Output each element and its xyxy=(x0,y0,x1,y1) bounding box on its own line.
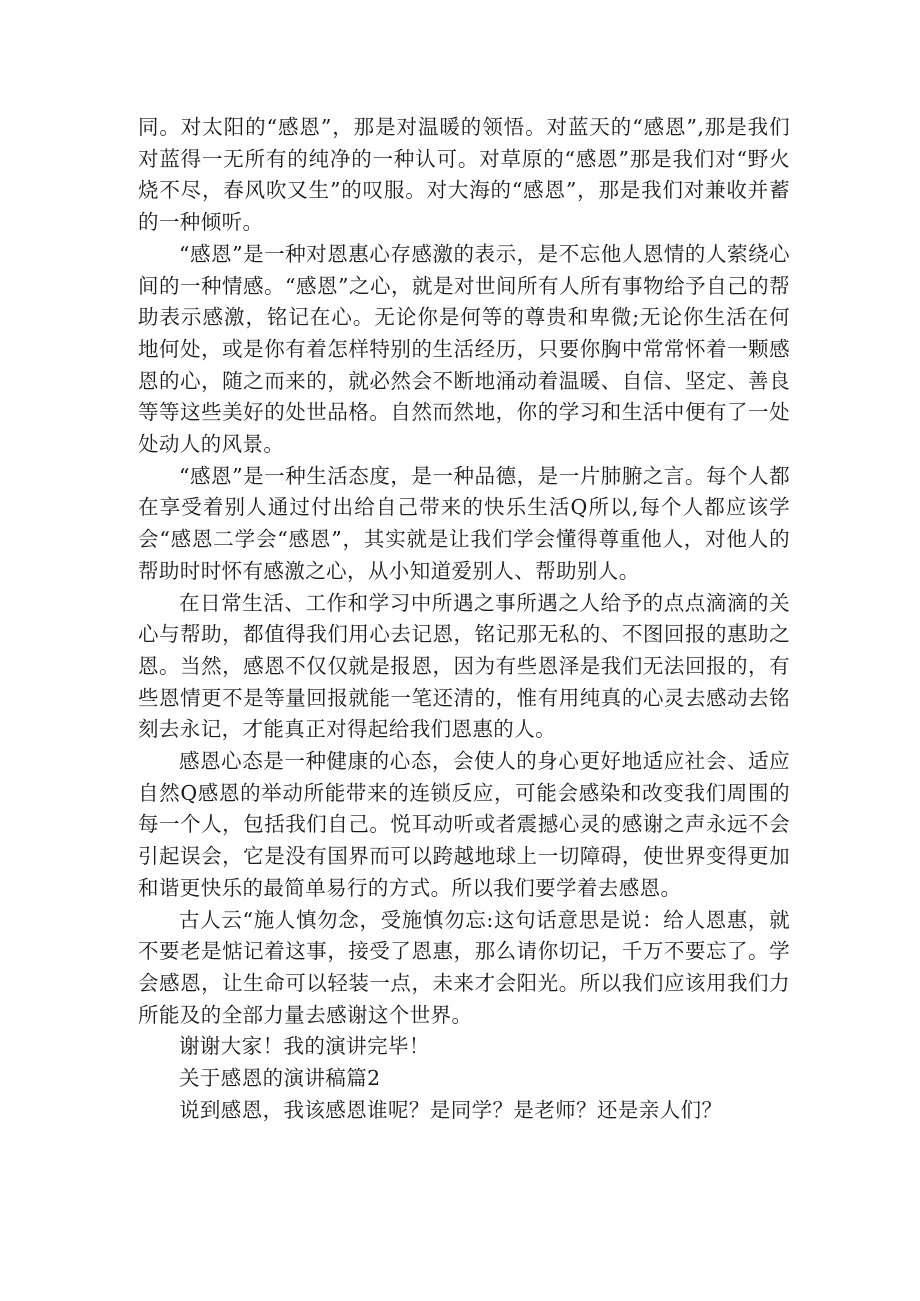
document-body xyxy=(138,112,790,1127)
paragraph-continued: 同。对太阳的“感恩”，那是对温暖的领悟。对蓝天的“感恩”,那是我们对蓝得一无所有的纯净的一种认可。对草原的“感恩”那是我们对“野火烧不尽，春风吹又生”的叹服。对大海的“感恩”，那是我们对兼收并蓄的一种倾听。 xyxy=(138,115,790,235)
paragraph-healthy-mindset: 感恩心态是一种健康的心态，会使人的身心更好地适应社会、适应自然Q感恩的举动所能带来的连锁反应，可能会感染和改变我们周围的每一个人，包括我们自己。悦耳动听或者震撼心灵的感谢之声永远不会引起误会，它是没有国界而可以跨越地球上一切障碍，使世界变得更加和谐更快乐的最简单易行的方式。所以我们要学着去感恩。 xyxy=(138,749,790,900)
paragraph-life-attitude: “感恩”是一种生活态度，是一种品德，是一片肺腑之言。每个人都在享受着别人通过付出给自己带来的快乐生活Q所以,每个人都应该学会“感恩二学会“感恩”，其实就是让我们学会懂得尊重他人，对他人的帮助时时怀有感激之心，从小知道爱别人、帮助别人。 xyxy=(138,463,790,583)
closing-line: 谢谢大家！我的演讲完毕！ xyxy=(179,1034,430,1059)
section-opening: 说到感恩，我该感恩谁呢？是同学？是老师？还是亲人们？ xyxy=(179,1097,723,1122)
paragraph-daily-life: 在日常生活、工作和学习中所遇之事所遇之人给予的点点滴滴的关心与帮助，都值得我们用心去记恩，铭记那无私的、不图回报的惠助之恩。当然，感恩不仅仅就是报恩，因为有些恩泽是我们无法回报的，有些恩情更不是等量回报就能一笔还清的，惟有用纯真的心灵去感动去铭刻去永记，才能真正对得起给我们恩惠的人。 xyxy=(138,590,790,742)
paragraph-gratitude-definition: “感恩”是一种对恩惠心存感激的表示，是不忘他人恩情的人萦绕心间的一种情感。“感恩”之心，就是对世间所有人所有事物给予自己的帮助表示感激，铭记在心。无论你是何等的尊贵和卑微;无论你生活在何地何处，或是你有着怎样特别的生活经历，只要你胸中常常怀着一颗感恩的心，随之而来的，就必然会不断地涌动着温暖、自信、坚定、善良等等这些美好的处世品格。自然而然地，你的学习和生活中便有了一处处动人的风景。 xyxy=(138,241,790,457)
paragraph-ancient-saying: 古人云“施人慎勿念，受施慎勿忘:这句话意思是说：给人恩惠，就不要老是惦记着这事，接受了恩惠，那么请你切记，千万不要忘了。学会感恩，让生命可以轻装一点，未来才会阳光。所以我们应该用我们力所能及的全部力量去感谢这个世界。 xyxy=(138,907,790,1027)
section-title: 关于感恩的演讲稿篇2 xyxy=(179,1066,381,1091)
